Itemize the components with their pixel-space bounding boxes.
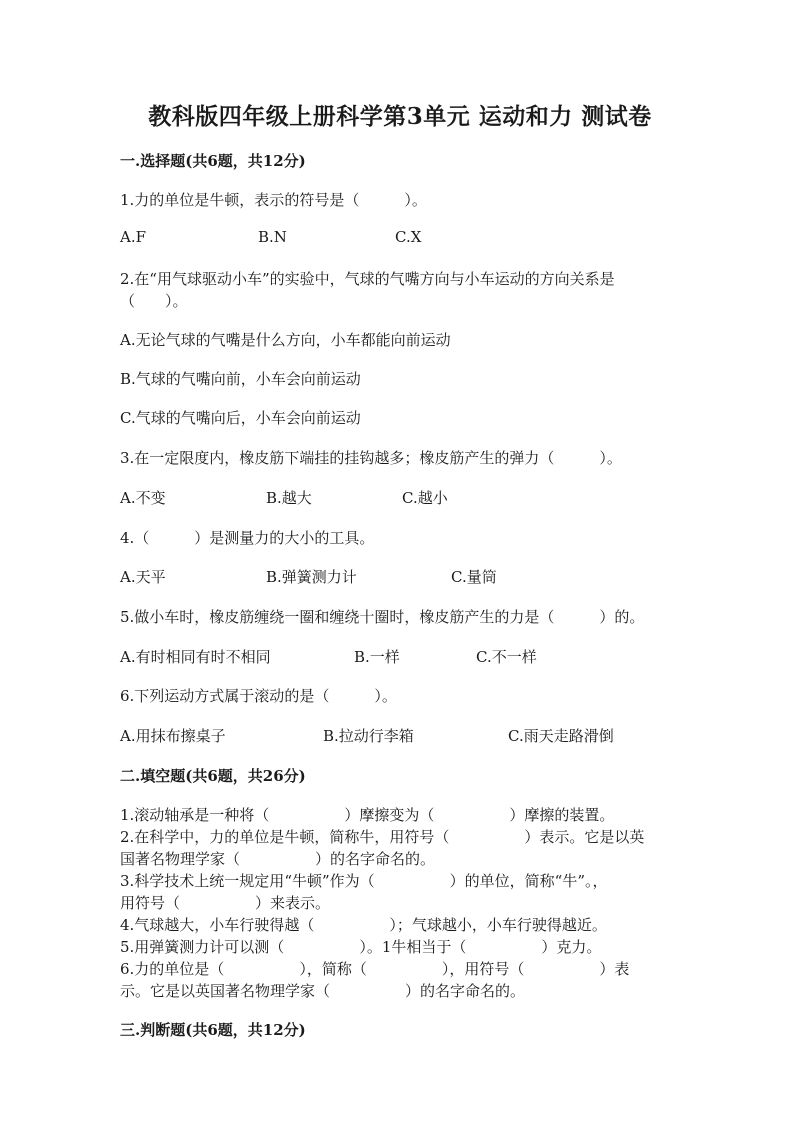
section-heading-true-false: 三.判断题(共6题，共12分) xyxy=(120,1021,306,1039)
fill-line-3: 国著名物理学家（ ）的名字命名的。 xyxy=(120,850,436,868)
q1-option-b: B.N xyxy=(258,228,287,246)
q2-option-a: A.无论气球的气嘴是什么方向，小车都能向前运动 xyxy=(120,331,451,349)
q5-option-c: C.不一样 xyxy=(476,648,537,666)
fill-line-1: 1.滚动轴承是一种将（ ）摩擦变为（ ）摩擦的装置。 xyxy=(120,806,615,824)
q2-option-b: B.气球的气嘴向前，小车会向前运动 xyxy=(120,370,361,388)
q4-option-a: A.天平 xyxy=(120,568,166,586)
q5-option-a: A.有时相同有时不相同 xyxy=(120,648,271,666)
q6-option-a: A.用抹布擦桌子 xyxy=(120,727,226,745)
fill-line-5: 用符号（ ）来表示。 xyxy=(120,894,331,912)
fill-line-7: 5.用弹簧测力计可以测（ ）。1牛相当于（ ）克力。 xyxy=(120,938,602,956)
q6-option-c: C.雨天走路滑倒 xyxy=(508,727,614,745)
question-2-line2: （ ）。 xyxy=(120,292,188,310)
section-heading-fill-in: 二.填空题(共6题，共26分) xyxy=(120,767,306,785)
fill-line-2: 2.在科学中，力的单位是牛顿，简称牛，用符号（ ）表示。它是以英 xyxy=(120,828,645,846)
fill-line-9: 示。它是以英国著名物理学家（ ）的名字命名的。 xyxy=(120,982,526,1000)
q4-option-b: B.弹簧测力计 xyxy=(266,568,357,586)
fill-line-6: 4.气球越大，小车行驶得越（ ）；气球越小，小车行驶得越近。 xyxy=(120,916,607,934)
question-1: 1.力的单位是牛顿，表示的符号是（ ）。 xyxy=(120,191,427,209)
question-3: 3.在一定限度内，橡皮筋下端挂的挂钩越多；橡皮筋产生的弹力（ ）。 xyxy=(120,449,622,467)
question-2-line1: 2.在“用气球驱动小车”的实验中，气球的气嘴方向与小车运动的方向关系是 xyxy=(120,270,615,288)
q3-option-c: C.越小 xyxy=(402,489,448,507)
fill-line-8: 6.力的单位是（ ），简称（ ），用符号（ ）表 xyxy=(120,960,630,978)
q6-option-b: B.拉动行李箱 xyxy=(323,727,414,745)
q3-option-b: B.越大 xyxy=(266,489,312,507)
question-5: 5.做小车时，橡皮筋缠绕一圈和缠绕十圈时，橡皮筋产生的力是（ ）的。 xyxy=(120,608,645,626)
question-4: 4.（ ）是测量力的大小的工具。 xyxy=(120,529,375,547)
q2-option-c: C.气球的气嘴向后，小车会向前运动 xyxy=(120,409,361,427)
question-6: 6.下列运动方式属于滚动的是（ ）。 xyxy=(120,687,397,705)
page-title: 教科版四年级上册科学第3单元 运动和力 测试卷 xyxy=(148,103,652,130)
q1-option-c: C.X xyxy=(395,228,422,246)
q1-option-a: A.F xyxy=(120,228,147,246)
fill-line-4: 3.科学技术上统一规定用“牛顿”作为（ ）的单位，简称“牛”。， xyxy=(120,872,608,890)
q5-option-b: B.一样 xyxy=(354,648,400,666)
section-heading-choice: 一.选择题(共6题，共12分) xyxy=(120,152,306,170)
q3-option-a: A.不变 xyxy=(120,489,166,507)
q4-option-c: C.量筒 xyxy=(451,568,497,586)
